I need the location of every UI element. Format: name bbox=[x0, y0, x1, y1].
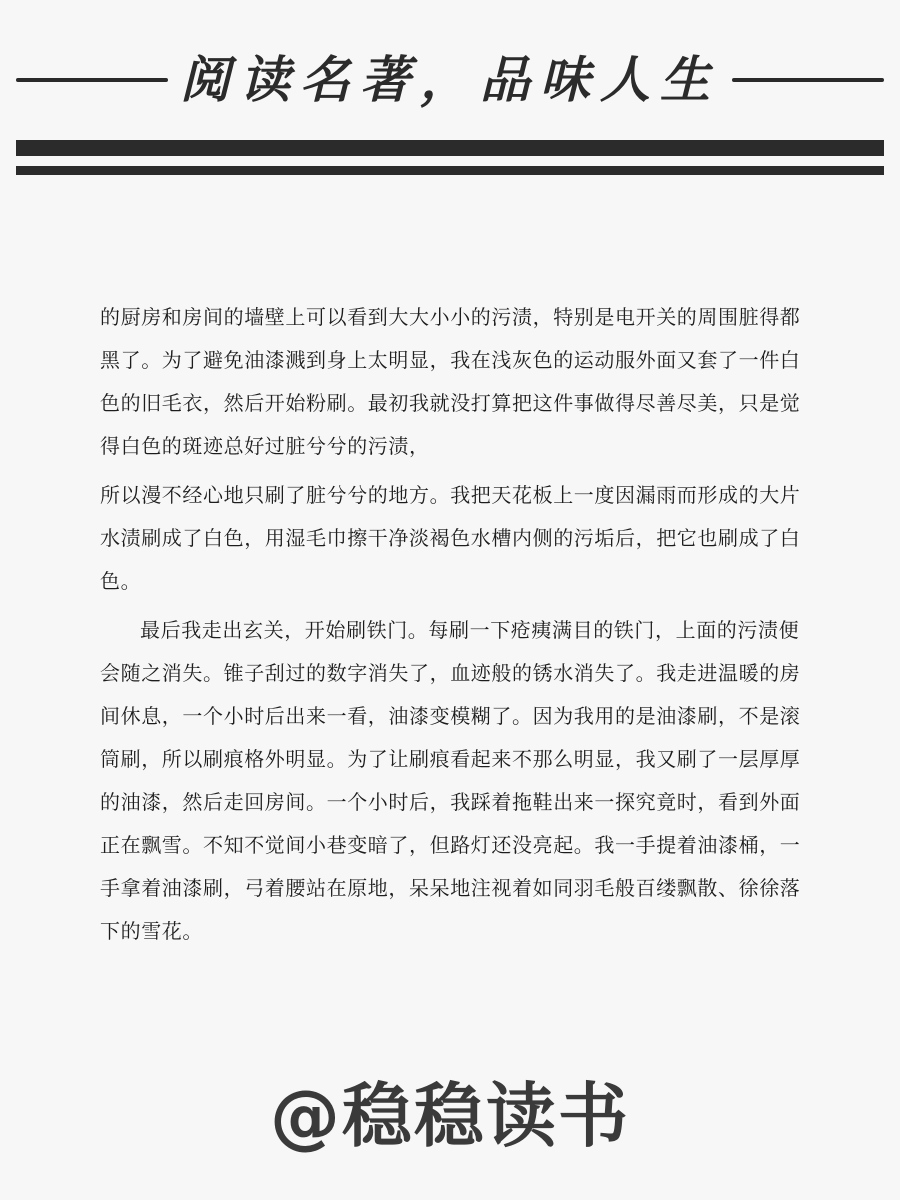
title-line-right bbox=[732, 78, 884, 82]
title-row bbox=[16, 44, 884, 116]
title-line-left bbox=[16, 78, 168, 82]
article-body bbox=[100, 296, 816, 953]
paragraph-2: 所以漫不经心地只刷了脏兮兮的地方。我把天花板上一度因漏雨而形成的大片水渍刷成了白色，用湿毛巾擦干净淡褐色水槽内侧的污垢后，把它也刷成了白色。 bbox=[100, 483, 801, 593]
paragraph-3: 最后我走出玄关，开始刷铁门。每刷一下疮痍满目的铁门，上面的污渍便会随之消失。锥子刮过的数字消失了，血迹般的锈水消失了。我走进温暖的房间休息，一个小时后出来一看，油漆变模糊了。因为我用的是油漆刷，不是滚筒刷，所以刷痕格外明显。为了让刷痕看起来不那么明显，我又刷了一层厚厚的油漆，然后走回房间。一个小时后，我踩着拖鞋出来一探究竟时，看到外面正在飘雪。不知不觉间小巷变暗了，但路灯还没亮起。我一手提着油漆桶，一手拿着油漆刷，弓着腰站在原地，呆呆地注视着如同羽毛般百缕飘散、徐徐落下的雪花。 bbox=[100, 618, 801, 943]
page-header bbox=[0, 0, 900, 200]
page-title: 阅读名著，品味人生 bbox=[180, 51, 720, 109]
header-divider-thick bbox=[16, 140, 884, 156]
header-divider-thin bbox=[16, 166, 884, 175]
paragraph-1: 的厨房和房间的墙壁上可以看到大大小小的污渍，特别是电开关的周围脏得都黑了。为了避免油漆溅到身上太明显，我在浅灰色的运动服外面又套了一件白色的旧毛衣，然后开始粉刷。最初我就没打算把这件事做得尽善尽美，只是觉得白色的斑迹总好过脏兮兮的污渍， bbox=[100, 305, 801, 458]
author-signature: @稳稳读书 bbox=[270, 1075, 630, 1157]
